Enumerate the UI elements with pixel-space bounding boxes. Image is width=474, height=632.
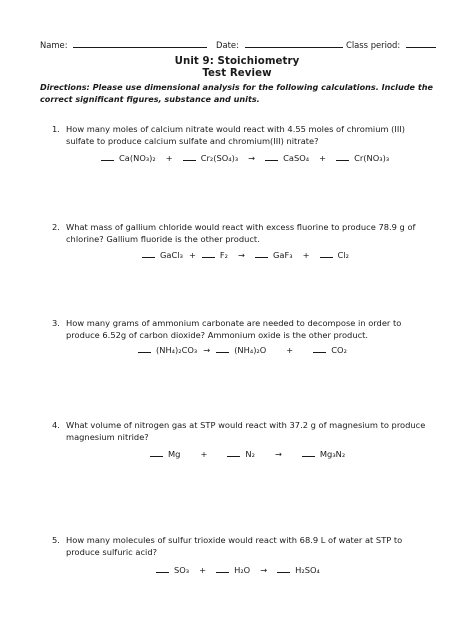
reactant-formula: Cr₂(SO₄)₃ bbox=[200, 153, 239, 163]
plus-sign: + bbox=[302, 250, 310, 260]
product-formula: Cr(NO₃)₃ bbox=[354, 153, 390, 163]
coefficient-blank[interactable] bbox=[156, 564, 169, 573]
coefficient-blank[interactable] bbox=[101, 152, 114, 161]
question-text: How many grams of ammonium carbonate are needed to decompose in order to produce 6.52g of carbon dioxide? Ammonium oxide is the other product. bbox=[66, 318, 402, 340]
reaction-arrow: → bbox=[248, 153, 256, 163]
equation-3 bbox=[138, 344, 347, 355]
product-formula: Mg₃N₂ bbox=[319, 449, 346, 459]
question-5 bbox=[52, 535, 432, 558]
question-number: 2. bbox=[52, 222, 60, 232]
reactant-formula: Mg bbox=[168, 449, 181, 459]
reactant-formula: (NH₄)₂CO₃ bbox=[156, 345, 198, 355]
question-text: What mass of gallium chloride would react with excess fluorine to produce 78.9 g of chlorine? Gallium fluoride is the other product. bbox=[66, 222, 416, 244]
product-formula: Cl₂ bbox=[337, 250, 349, 260]
question-number: 3. bbox=[52, 318, 60, 328]
reactant-formula: H₂O bbox=[234, 565, 251, 575]
question-2 bbox=[52, 222, 432, 245]
plus-sign: + bbox=[188, 250, 196, 260]
review-title: Test Review bbox=[202, 68, 272, 79]
coefficient-blank[interactable] bbox=[216, 344, 229, 353]
class-period-label: Class period: bbox=[346, 40, 401, 50]
coefficient-blank[interactable] bbox=[183, 152, 196, 161]
reaction-arrow: → bbox=[260, 565, 268, 575]
name-label: Name: bbox=[40, 40, 68, 50]
class-period-field bbox=[346, 38, 436, 50]
coefficient-blank[interactable] bbox=[302, 448, 315, 457]
plus-sign: + bbox=[199, 565, 207, 575]
coefficient-blank[interactable] bbox=[277, 564, 290, 573]
question-text: How many molecules of sulfur trioxide would react with 68.9 L of water at STP to produce sulfuric acid? bbox=[66, 535, 403, 557]
coefficient-blank[interactable] bbox=[313, 344, 326, 353]
class-period-blank[interactable] bbox=[406, 38, 436, 48]
reaction-arrow: → bbox=[238, 250, 245, 260]
reaction-arrow: → bbox=[274, 449, 282, 459]
equation-5 bbox=[156, 564, 320, 575]
equation-4 bbox=[150, 448, 345, 459]
equation-1 bbox=[101, 152, 389, 163]
question-text: What volume of nitrogen gas at STP would react with 37.2 g of magnesium to produce magnesium nitride? bbox=[66, 420, 426, 442]
coefficient-blank[interactable] bbox=[216, 564, 229, 573]
coefficient-blank[interactable] bbox=[255, 249, 268, 258]
reactant-formula: F₂ bbox=[219, 250, 229, 260]
date-label: Date: bbox=[216, 40, 239, 50]
plus-sign: + bbox=[165, 153, 173, 163]
directions-text: Directions: Please use dimensional analysis for the following calculations. Include the correct significant figures, substance and units. bbox=[40, 82, 433, 104]
coefficient-blank[interactable] bbox=[202, 249, 215, 258]
question-number: 5. bbox=[52, 535, 60, 545]
student-info-header bbox=[40, 38, 440, 52]
product-formula: H₂SO₄ bbox=[295, 565, 320, 575]
reactant-formula: N₂ bbox=[245, 449, 255, 459]
product-formula: (NH₄)₂O bbox=[234, 345, 267, 355]
reactant-formula: GaCl₃ bbox=[160, 250, 183, 260]
plus-sign: + bbox=[200, 449, 208, 459]
product-formula: CO₂ bbox=[331, 345, 347, 355]
question-text: How many moles of calcium nitrate would react with 4.55 moles of chromium (III) sulfate to produce calcium sulfate and chromium(III) nitrate? bbox=[66, 124, 405, 146]
question-4 bbox=[52, 420, 432, 443]
question-3 bbox=[52, 318, 432, 341]
date-field bbox=[216, 38, 343, 50]
equation-2 bbox=[142, 249, 349, 260]
question-number: 4. bbox=[52, 420, 60, 430]
reactant-formula: SO₃ bbox=[174, 565, 190, 575]
coefficient-blank[interactable] bbox=[138, 344, 151, 353]
product-formula: CaSO₄ bbox=[283, 153, 310, 163]
reactant-formula: Ca(NO₃)₂ bbox=[119, 153, 156, 163]
name-field bbox=[40, 38, 207, 50]
date-blank[interactable] bbox=[245, 38, 343, 48]
coefficient-blank[interactable] bbox=[336, 152, 349, 161]
name-blank[interactable] bbox=[73, 38, 207, 48]
unit-title: Unit 9: Stoichiometry bbox=[174, 56, 300, 67]
coefficient-blank[interactable] bbox=[265, 152, 278, 161]
coefficient-blank[interactable] bbox=[227, 448, 240, 457]
product-formula: GaF₃ bbox=[272, 250, 293, 260]
plus-sign: + bbox=[319, 153, 327, 163]
coefficient-blank[interactable] bbox=[150, 448, 163, 457]
coefficient-blank[interactable] bbox=[320, 249, 333, 258]
question-number: 1. bbox=[52, 124, 60, 134]
reaction-arrow: → bbox=[203, 345, 211, 355]
coefficient-blank[interactable] bbox=[142, 249, 155, 258]
plus-sign: + bbox=[286, 345, 294, 355]
question-1 bbox=[52, 124, 432, 147]
